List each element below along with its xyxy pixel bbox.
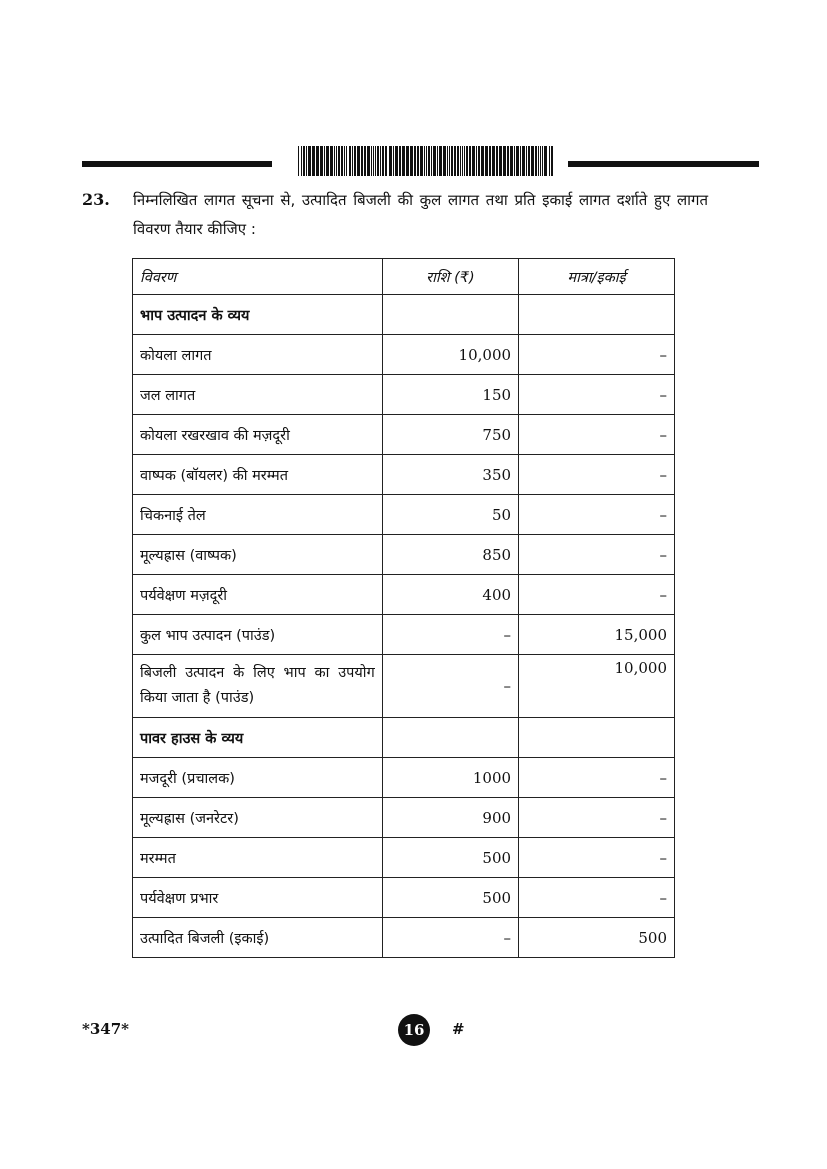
table-row	[133, 535, 675, 575]
row-amount	[382, 718, 518, 758]
row-description: पर्यवेक्षण मज़दूरी	[133, 575, 383, 615]
row-quantity: –	[519, 878, 675, 918]
table-row	[133, 575, 675, 615]
row-description: वाष्पक (बॉयलर) की मरम्मत	[133, 455, 383, 495]
row-quantity: –	[519, 335, 675, 375]
row-description: पर्यवेक्षण प्रभार	[133, 878, 383, 918]
row-description: मूल्यह्रास (जनरेटर)	[133, 798, 383, 838]
row-quantity	[519, 295, 675, 335]
row-amount: 10,000	[382, 335, 518, 375]
table-header-row	[133, 259, 675, 295]
table-row-section	[133, 295, 675, 335]
row-quantity: –	[519, 758, 675, 798]
table-row	[133, 655, 675, 718]
row-amount: 50	[382, 495, 518, 535]
cost-table	[132, 258, 675, 958]
row-description: कोयला रखरखाव की मज़दूरी	[133, 415, 383, 455]
header-rule-right	[568, 161, 759, 167]
row-quantity: –	[519, 495, 675, 535]
row-description: मरम्मत	[133, 838, 383, 878]
row-quantity: 10,000	[519, 655, 675, 718]
question-text: निम्नलिखित लागत सूचना से, उत्पादित बिजली की कुल लागत तथा प्रति इकाई लागत दर्शाते हुए लागत विवरण तैयार कीजिए :	[133, 191, 708, 238]
header-description: विवरण	[133, 259, 383, 295]
row-amount: 400	[382, 575, 518, 615]
row-description: जल लागत	[133, 375, 383, 415]
row-amount: 1000	[382, 758, 518, 798]
row-quantity: –	[519, 838, 675, 878]
table-row-section	[133, 718, 675, 758]
row-amount: 850	[382, 535, 518, 575]
barcode-image	[298, 146, 554, 176]
row-description: चिकनाई तेल	[133, 495, 383, 535]
row-amount: –	[382, 655, 518, 718]
row-amount: 900	[382, 798, 518, 838]
paper-code: *347*	[82, 1020, 129, 1038]
header-rule-left	[82, 161, 272, 167]
row-amount: –	[382, 615, 518, 655]
table-row	[133, 455, 675, 495]
hash-mark: #	[452, 1020, 465, 1038]
row-quantity: –	[519, 455, 675, 495]
row-amount	[382, 295, 518, 335]
header-quantity: मात्रा/इकाई	[519, 259, 675, 295]
row-amount: 750	[382, 415, 518, 455]
row-quantity: –	[519, 535, 675, 575]
row-quantity: –	[519, 575, 675, 615]
row-quantity: –	[519, 798, 675, 838]
table-row	[133, 798, 675, 838]
question-number: 23.	[82, 190, 110, 209]
row-description: मूल्यह्रास (वाष्पक)	[133, 535, 383, 575]
page-number: 16	[403, 1021, 425, 1039]
row-amount: 500	[382, 838, 518, 878]
table-row	[133, 878, 675, 918]
row-description: पावर हाउस के व्यय	[133, 718, 383, 758]
row-amount: 500	[382, 878, 518, 918]
table-row	[133, 918, 675, 958]
row-description: उत्पादित बिजली (इकाई)	[133, 918, 383, 958]
row-amount: 150	[382, 375, 518, 415]
table-row	[133, 375, 675, 415]
row-description: कुल भाप उत्पादन (पाउंड)	[133, 615, 383, 655]
table-row	[133, 838, 675, 878]
row-description: मजदूरी (प्रचालक)	[133, 758, 383, 798]
row-quantity	[519, 718, 675, 758]
row-amount: 350	[382, 455, 518, 495]
page-number-badge	[398, 1014, 430, 1046]
row-description: भाप उत्पादन के व्यय	[133, 295, 383, 335]
row-quantity: 15,000	[519, 615, 675, 655]
header-amount: राशि (₹)	[382, 259, 518, 295]
row-quantity: –	[519, 415, 675, 455]
table-row	[133, 615, 675, 655]
table-row	[133, 495, 675, 535]
row-quantity: 500	[519, 918, 675, 958]
table-row	[133, 415, 675, 455]
row-description: कोयला लागत	[133, 335, 383, 375]
row-amount: –	[382, 918, 518, 958]
table-row	[133, 335, 675, 375]
table-row	[133, 758, 675, 798]
row-quantity: –	[519, 375, 675, 415]
row-description: बिजली उत्पादन के लिए भाप का उपयोग किया जाता है (पाउंड)	[133, 655, 383, 718]
